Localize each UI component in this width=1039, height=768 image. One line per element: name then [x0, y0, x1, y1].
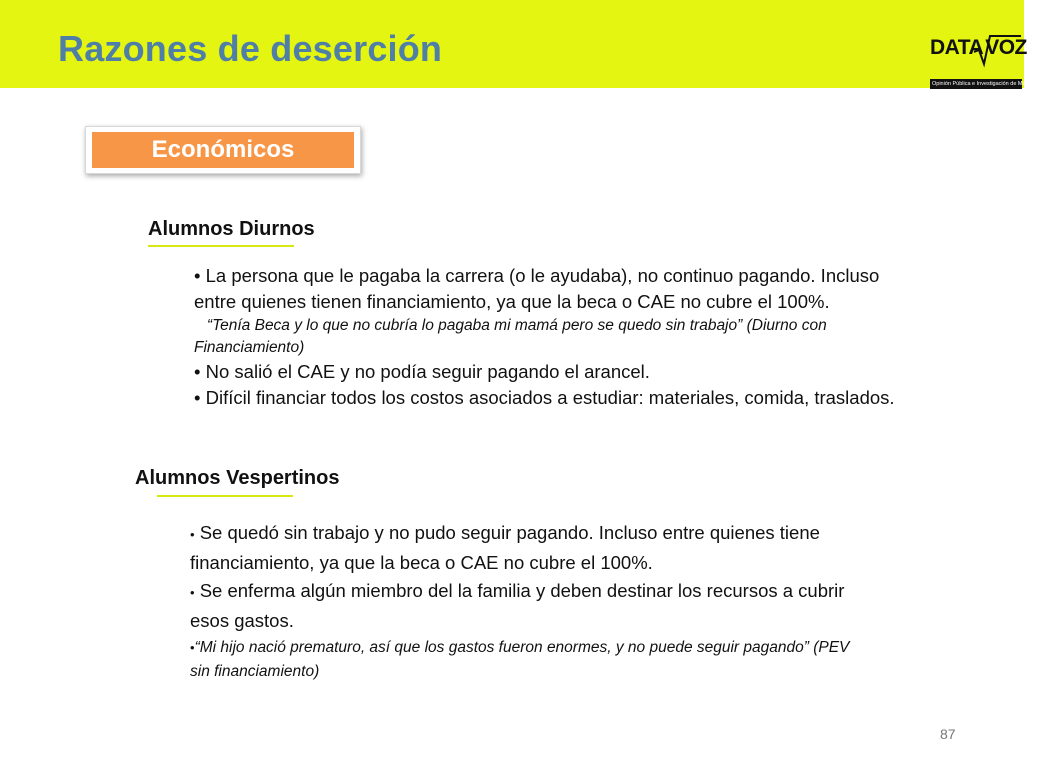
list-item [190, 519, 849, 549]
vespertinos-quote-line1: “Mi hijo nació prematuro, así que los gastos fueron enormes, y no puede seguir pagando” (PEV [194, 639, 850, 656]
category-box [85, 126, 361, 174]
bullet-icon: • [190, 527, 195, 542]
logo-word-voz: VOZ [985, 36, 1027, 59]
vespertinos-quote-line2: sin financiamiento) [190, 663, 320, 680]
bullet-icon: • [194, 265, 201, 286]
list-item [194, 359, 895, 385]
list-item [190, 635, 849, 661]
diurnos-item1-line2: entre quienes tienen financiamiento, ya que la beca o CAE no cubre el 100%. [194, 291, 830, 312]
logo-word-data: DATA [930, 36, 984, 59]
vespertinos-heading: Alumnos Vespertinos [135, 467, 340, 489]
diurnos-heading: Alumnos Diurnos [148, 218, 315, 240]
sqrt-icon [974, 34, 1022, 66]
diurnos-item2: No salió el CAE y no podía seguir pagando el arancel. [205, 361, 650, 382]
list-item [194, 263, 895, 289]
list-item [194, 385, 895, 411]
diurnos-quote-line1 [194, 315, 895, 337]
list-item [190, 577, 849, 607]
bullet-icon: • [190, 585, 195, 600]
slide-title: Razones de deserción [58, 28, 443, 69]
bullet-icon: • [190, 640, 195, 655]
diurnos-bullets [194, 263, 895, 411]
vespertinos-item2-line2: esos gastos. [190, 610, 294, 631]
vespertinos-item2-line1: Se enferma algún miembro del la familia y deben destinar los recursos a cubrir [199, 580, 845, 601]
page-number: 87 [940, 726, 956, 742]
logo-tagline: Opinión Pública e Investigación de Mercado [932, 81, 1039, 87]
diurnos-quote-line2: Financiamiento) [194, 339, 305, 356]
vespertinos-item1-line2: financiamiento, ya que la beca o CAE no cubre el 100%. [190, 552, 653, 573]
diurnos-quote-text: “Tenía Beca y lo que no cubría lo pagaba mi mamá pero se quedo sin trabajo” (Diurno con [206, 317, 827, 334]
bullet-icon: • [194, 387, 201, 408]
bullet-icon: • [194, 361, 201, 382]
vespertinos-underline [157, 495, 293, 497]
category-label: Económicos [92, 132, 354, 168]
diurnos-underline [148, 245, 294, 247]
vespertinos-bullets [190, 519, 849, 683]
diurnos-item3: Difícil financiar todos los costos asociados a estudiar: materiales, comida, traslados. [205, 387, 895, 408]
diurnos-item1-line1: La persona que le pagaba la carrera (o le ayudaba), no continuo pagando. Incluso [205, 265, 880, 286]
datavoz-logo [930, 34, 1039, 88]
vespertinos-item1-line1: Se quedó sin trabajo y no pudo seguir pagando. Incluso entre quienes tiene [199, 522, 820, 543]
